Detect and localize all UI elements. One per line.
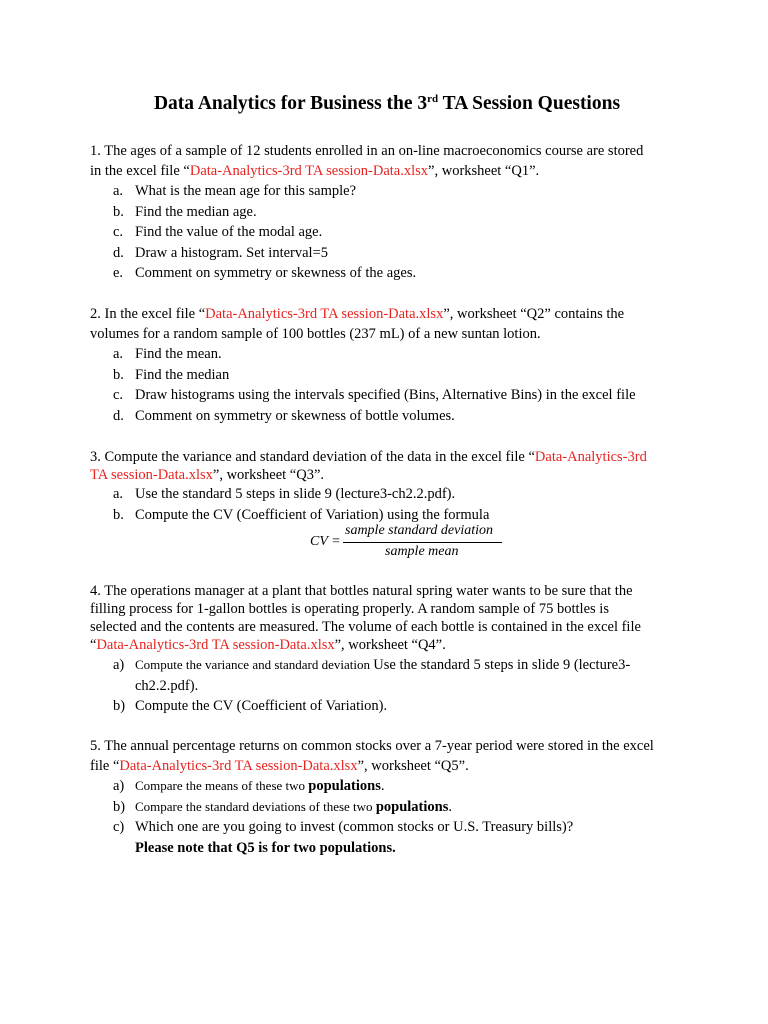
list-item <box>90 263 690 284</box>
list-item-text: Compute the CV (Coefficient of Variation). <box>135 698 388 714</box>
list-item <box>90 655 690 696</box>
list-marker: e. <box>113 265 124 281</box>
list-marker: d. <box>113 244 124 261</box>
question-3-worksheet: ”, worksheet “Q3”. <box>212 467 325 483</box>
file-name-link: TA session-Data.xlsx <box>90 467 213 483</box>
formula-numerator: sample standard deviation <box>345 523 494 538</box>
list-item-text: Find the median <box>135 366 230 383</box>
list-item-text: Draw histograms using the intervals specified (Bins, Alternative Bins) in the excel file <box>135 387 636 403</box>
list-item <box>90 202 690 223</box>
list-item <box>90 243 690 264</box>
list-marker: b) <box>113 698 126 714</box>
list-marker: b) <box>113 798 126 815</box>
q5-note: Please note that Q5 is for two populations. <box>135 839 396 856</box>
question-5 <box>90 736 690 858</box>
formula-denominator: sample mean <box>385 544 459 559</box>
list-marker: a) <box>113 778 125 794</box>
question-2-text: 2. In the excel file “ <box>90 306 206 322</box>
file-name-link: Data-Analytics-3rd TA session-Data.xlsx <box>96 637 335 653</box>
question-1-subitems <box>90 181 690 284</box>
list-marker: c. <box>113 224 124 240</box>
list-item-text: Compare the means of these two <box>135 778 309 793</box>
list-item <box>90 776 690 797</box>
list-item <box>90 344 690 365</box>
list-item <box>90 797 690 818</box>
question-1-worksheet: ”, worksheet “Q1”. <box>428 163 540 179</box>
list-item-text: Use the standard 5 steps in slide 9 (lecture3- <box>373 657 631 673</box>
question-2-line-1 <box>90 304 690 324</box>
list-item-text: Compute the variance and standard deviation <box>135 657 374 672</box>
list-item-text: Comment on symmetry or skewness of bottle volumes. <box>135 407 455 424</box>
list-item <box>90 222 690 243</box>
fraction-bar <box>343 542 502 543</box>
list-item-text: Find the value of the modal age. <box>135 224 323 240</box>
question-3 <box>90 448 690 525</box>
question-4-line-4 <box>90 636 690 654</box>
list-item-text: Use the standard 5 steps in slide 9 (lecture3-ch2.2.pdf). <box>135 486 456 502</box>
list-item <box>90 484 690 505</box>
question-5-subitems <box>90 776 690 858</box>
bold-text: populations <box>308 778 381 794</box>
question-4-worksheet: ”, worksheet “Q4”. <box>334 637 446 653</box>
list-item-text: ch2.2.pdf). <box>135 677 199 694</box>
list-marker: a. <box>113 346 124 362</box>
title-superscript: rd <box>427 93 439 105</box>
list-item <box>90 406 690 427</box>
question-3-line-2 <box>90 466 690 484</box>
list-marker: a. <box>113 486 124 502</box>
question-1-line-1: 1. The ages of a sample of 12 students enrolled in an on-line macroeconomics course are stored <box>90 143 644 159</box>
question-4-line-2: filling process for 1-gallon bottles is operating properly. A random sample of 75 bottles is <box>90 601 609 617</box>
question-5-line-2 <box>90 756 690 776</box>
list-item-text: Compare the standard deviations of these two <box>135 798 376 814</box>
question-4 <box>90 582 690 717</box>
list-item-text: Comment on symmetry or skewness of the ages. <box>135 265 417 281</box>
list-marker: b. <box>113 506 124 523</box>
formula-lhs: CV = <box>310 534 341 549</box>
question-1 <box>90 141 690 284</box>
file-name-link: Data-Analytics-3rd TA session-Data.xlsx <box>119 758 358 774</box>
question-2 <box>90 304 690 426</box>
question-5-text: file “ <box>90 758 120 774</box>
question-5-worksheet: ”, worksheet “Q5”. <box>357 758 469 774</box>
cv-formula <box>310 523 510 563</box>
bold-text: populations <box>375 798 449 815</box>
list-item-text: Compute the CV (Coefficient of Variation) using the formula <box>135 506 490 523</box>
list-marker: a) <box>113 657 125 673</box>
list-item-text: . <box>380 778 385 794</box>
question-4-subitems <box>90 655 690 717</box>
list-marker: c. <box>113 387 124 403</box>
question-1-line-2 <box>90 161 690 181</box>
title-main: Data Analytics for Business the 3 <box>153 93 428 114</box>
file-name-link: Data-Analytics-3rd TA session-Data.xlsx <box>205 306 444 322</box>
list-marker: b. <box>113 366 124 383</box>
question-3-text: 3. Compute the variance and standard deviation of the data in the excel file “ <box>90 449 535 465</box>
list-item-text: What is the mean age for this sample? <box>135 183 357 199</box>
list-item <box>90 817 690 858</box>
question-2-subitems <box>90 344 690 426</box>
question-4-line-3: selected and the contents are measured. The volume of each bottle is contained in the excel file <box>90 619 641 635</box>
list-item-text: Find the median age. <box>135 203 257 220</box>
list-item <box>90 385 690 406</box>
list-item-text: Draw a histogram. Set interval=5 <box>135 244 329 261</box>
list-item <box>90 181 690 202</box>
page-title <box>0 92 768 116</box>
list-item <box>90 365 690 386</box>
list-marker: b. <box>113 203 124 220</box>
open-quote: “ <box>90 637 97 653</box>
question-3-subitems <box>90 484 690 525</box>
question-3-line-1 <box>90 448 690 466</box>
question-5-line-1: 5. The annual percentage returns on common stocks over a 7-year period were stored in the excel <box>90 738 654 754</box>
question-2-line-2: volumes for a random sample of 100 bottles (237 mL) of a new suntan lotion. <box>90 326 541 342</box>
question-1-text: in the excel file “ <box>90 163 190 179</box>
question-4-line-1: 4. The operations manager at a plant that bottles natural spring water wants to be sure that the <box>90 583 633 599</box>
list-item <box>90 505 690 526</box>
list-marker: a. <box>113 183 124 199</box>
list-marker: c) <box>113 819 125 835</box>
list-item-text: Find the mean. <box>135 346 222 362</box>
list-item-text: . <box>448 798 452 815</box>
question-2-worksheet: ”, worksheet “Q2” contains the <box>443 306 625 322</box>
title-rest: TA Session Questions <box>438 93 621 114</box>
list-item <box>90 696 690 717</box>
list-item-text: Which one are you going to invest (common stocks or U.S. Treasury bills)? <box>135 819 574 835</box>
file-name-link: Data-Analytics-3rd TA session-Data.xlsx <box>189 163 429 179</box>
list-marker: d. <box>113 407 124 424</box>
file-name-link: Data-Analytics-3rd <box>534 449 647 465</box>
